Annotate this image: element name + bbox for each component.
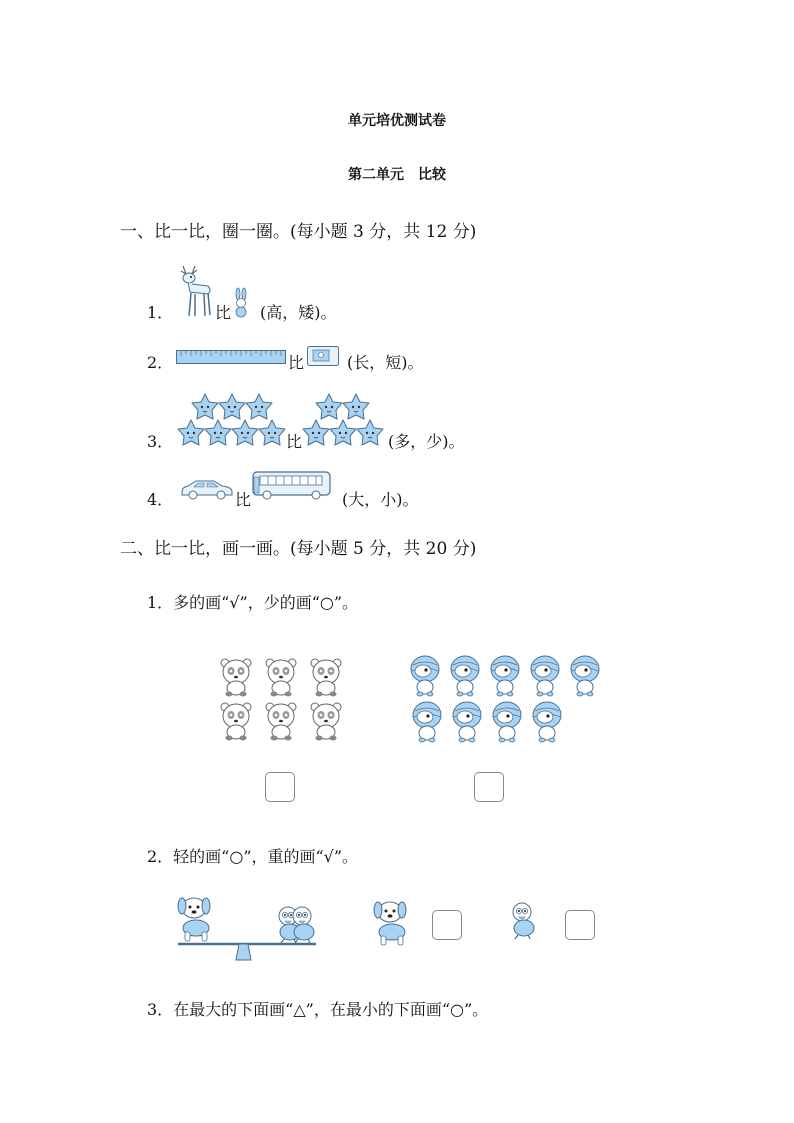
q1-4-options: (大，小)。	[342, 490, 419, 509]
duck-icon	[506, 902, 542, 948]
duck-icon	[293, 907, 314, 943]
star-icon	[343, 394, 369, 419]
panda-icon	[221, 703, 251, 741]
bird-group	[405, 655, 605, 747]
star-icon	[330, 420, 356, 445]
answer-box-birds[interactable]	[474, 772, 504, 802]
bird-icon	[531, 656, 559, 696]
bird-icon	[451, 656, 479, 696]
panda-icon	[266, 703, 296, 741]
deer-icon	[178, 264, 214, 320]
q2-3-text: 3．在最大的下面画“△”，在最小的下面画“○”。	[147, 1000, 489, 1019]
star-icon	[192, 394, 218, 419]
star-group-left	[176, 392, 286, 447]
section-2-heading: 二、比一比，画一画。(每小题 5 分，共 20 分)	[120, 539, 477, 559]
panda-icon	[266, 659, 296, 697]
answer-box-pandas[interactable]	[265, 772, 295, 802]
star-icon	[205, 420, 231, 445]
q1-2-options: (长，短)。	[347, 353, 424, 372]
star-icon	[246, 394, 272, 419]
bird-icon	[491, 656, 519, 696]
panda-icon	[221, 659, 251, 697]
bird-icon	[533, 702, 561, 742]
panda-group	[214, 655, 354, 745]
q2-1-text: 1．多的画“√”，少的画“○”。	[147, 593, 359, 612]
bird-icon	[411, 656, 439, 696]
eraser-icon	[307, 346, 339, 366]
star-icon	[316, 394, 342, 419]
star-icon	[219, 394, 245, 419]
q1-1-number: 1．	[147, 303, 174, 322]
page-title: 单元培优测试卷	[348, 113, 446, 129]
dog-icon	[370, 900, 410, 950]
section-1-heading: 一、比一比，圈一圈。(每小题 3 分，共 12 分)	[120, 222, 477, 242]
page-subtitle: 第二单元 比较	[348, 167, 446, 183]
q2-2-text: 2．轻的画“○”，重的画“√”。	[147, 847, 359, 866]
panda-icon	[311, 703, 341, 741]
star-icon	[259, 420, 285, 445]
star-group-right	[302, 392, 384, 447]
bird-icon	[413, 702, 441, 742]
q1-3-number: 3．	[147, 432, 174, 451]
q1-1-options: (高，矮)。	[260, 303, 337, 322]
answer-box-duck[interactable]	[565, 910, 595, 940]
q1-3-options: (多，少)。	[388, 432, 465, 451]
star-icon	[303, 420, 329, 445]
panda-icon	[311, 659, 341, 697]
answer-box-dog[interactable]	[432, 910, 462, 940]
bus-icon	[252, 470, 332, 500]
star-icon	[232, 420, 258, 445]
q1-1-compare-word: 比	[215, 303, 232, 322]
ruler-icon	[176, 350, 286, 364]
q1-2-compare-word: 比	[288, 353, 305, 372]
dog-icon	[178, 898, 210, 941]
bird-icon	[453, 702, 481, 742]
rabbit-icon	[233, 288, 249, 318]
q1-2-number: 2．	[147, 353, 174, 372]
car-icon	[180, 478, 234, 500]
seesaw-illustration	[176, 898, 326, 962]
q1-4-number: 4．	[147, 490, 174, 509]
star-icon	[357, 420, 383, 445]
bird-icon	[571, 656, 599, 696]
star-icon	[178, 420, 204, 445]
bird-icon	[493, 702, 521, 742]
q1-4-compare-word: 比	[235, 490, 252, 509]
q1-3-compare-word: 比	[286, 432, 303, 451]
